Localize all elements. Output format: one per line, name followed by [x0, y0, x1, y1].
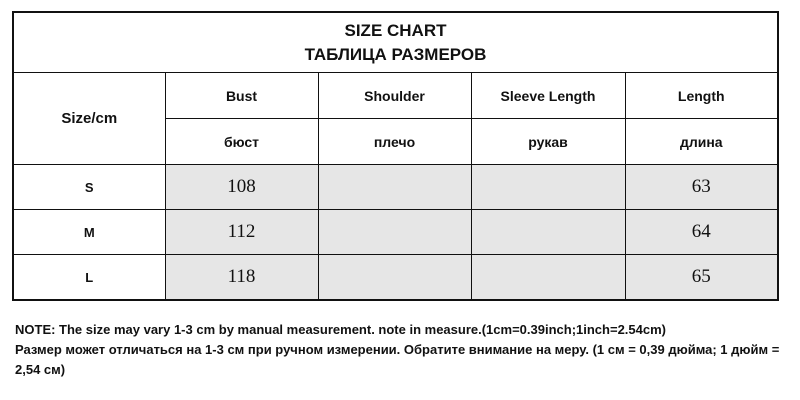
size-column-label: Size/cm — [13, 73, 165, 165]
length-cell: 65 — [625, 255, 778, 301]
bust-cell: 108 — [165, 165, 318, 210]
note-english: NOTE: The size may vary 1-3 cm by manual measurement. note in measure.(1cm=0.39inch;1inch=2.54cm) — [15, 322, 666, 337]
size-cell: S — [13, 165, 165, 210]
shoulder-cell — [318, 255, 471, 301]
length-cell: 63 — [625, 165, 778, 210]
header-length-en: Length — [625, 73, 778, 119]
title-english: SIZE CHART — [344, 20, 447, 40]
size-cell: M — [13, 210, 165, 255]
length-cell: 64 — [625, 210, 778, 255]
size-cell: L — [13, 255, 165, 301]
title-row — [13, 12, 778, 73]
size-chart-table — [12, 11, 779, 301]
sleeve-cell — [471, 210, 625, 255]
header-bust-en: Bust — [165, 73, 318, 119]
header-shoulder-en: Shoulder — [318, 73, 471, 119]
bust-cell: 112 — [165, 210, 318, 255]
header-row-english — [13, 73, 778, 119]
title-russian: ТАБЛИЦА РАЗМЕРОВ — [304, 44, 487, 64]
size-chart-container — [12, 11, 777, 300]
shoulder-cell — [318, 210, 471, 255]
table-row — [13, 210, 778, 255]
header-bust-ru: бюст — [165, 119, 318, 165]
shoulder-cell — [318, 165, 471, 210]
table-row — [13, 255, 778, 301]
header-sleeve-en: Sleeve Length — [471, 73, 625, 119]
chart-title — [13, 12, 778, 73]
header-length-ru: длина — [625, 119, 778, 165]
table-row — [13, 165, 778, 210]
sleeve-cell — [471, 255, 625, 301]
sleeve-cell — [471, 165, 625, 210]
header-shoulder-ru: плечо — [318, 119, 471, 165]
header-sleeve-ru: рукав — [471, 119, 625, 165]
note-russian: Размер может отличаться на 1-3 см при ручном измерении. Обратите внимание на меру. (1 см = 0,39 дюйма; 1 дюйм = 2,54 см) — [15, 342, 780, 377]
measurement-note — [15, 320, 790, 380]
bust-cell: 118 — [165, 255, 318, 301]
